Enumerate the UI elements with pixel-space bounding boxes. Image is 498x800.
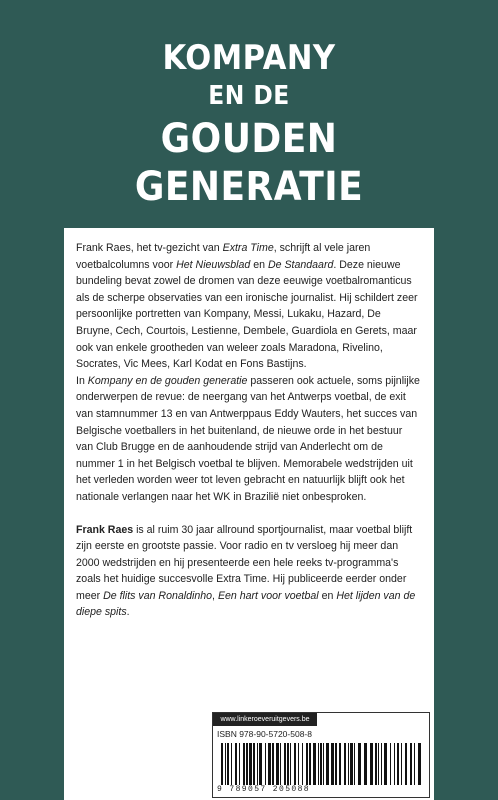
barcode-bar [249, 743, 252, 785]
barcode-bar [302, 743, 303, 785]
barcode-bar [243, 743, 245, 785]
barcode-bar [370, 743, 373, 785]
barcode-bar [350, 743, 353, 785]
barcode-bar [272, 743, 274, 785]
barcode-bar [323, 743, 324, 785]
barcode-box [212, 712, 430, 798]
barcode-bar [378, 743, 379, 785]
title-line-3: GOUDEN [160, 116, 338, 162]
book-title [0, 38, 498, 210]
barcode-bar [414, 743, 415, 785]
barcode-bar [265, 743, 266, 785]
barcode-bar [348, 743, 349, 785]
barcode-bars [219, 743, 423, 785]
barcode-bar [354, 743, 355, 785]
text-run: , schrijft al vele jaren voetbalcolumns voor [76, 242, 371, 271]
barcode-bar [227, 743, 229, 785]
blurb-text [76, 240, 420, 621]
text-run: Het Nieuwsblad [176, 258, 251, 271]
barcode-bar [418, 743, 421, 785]
barcode-bar [284, 743, 286, 785]
barcode-bar [298, 743, 299, 785]
barcode-bar [231, 743, 232, 785]
barcode-bar [239, 743, 240, 785]
barcode-bar [309, 743, 311, 785]
barcode-bar [394, 743, 395, 785]
text-run: Kompany en de gouden generatie [87, 374, 248, 387]
title-line-2: EN DE [208, 81, 290, 111]
text-run: Frank Raes [76, 523, 134, 536]
barcode-bar [326, 743, 329, 785]
blurb-paragraph-2 [76, 373, 420, 506]
text-run: en [250, 258, 268, 271]
barcode-bar [405, 743, 407, 785]
text-run: , [212, 589, 218, 602]
barcode-bar [320, 743, 322, 785]
text-run: De flits van Ronaldinho [103, 589, 213, 602]
publisher-url: www.linkeroeveruitgevers.be [213, 713, 317, 726]
barcode-bar [390, 743, 391, 785]
isbn-text: ISBN 978-90-5720-508-8 [217, 729, 312, 739]
text-run: passeren ook actuele, soms pijnlijke onderwerpen de revue: de neergang van het Antwerps voetbal, de exit van stamnummer 13 en van Antwerppaus Eddy Wauters, het succes van Belgische voetballers in het buitenland, de nieuwe orde in het bestuur van Club Brugge en de aanhoudende strijd van Anderlecht om de nummer 1 in het Belgisch voetbal te blijven. Memorabele wedstrijden uit het verleden worden weer tot leven gebracht en natuurlijk blijft ook het nationale verlangen naar het WK in Brazilië niet onbesproken. [76, 374, 420, 503]
barcode-bar [257, 743, 258, 785]
barcode-bar [221, 743, 223, 785]
author-bio-paragraph [76, 522, 420, 622]
text-run: Het lijden van de diepe spits [76, 589, 416, 619]
barcode-bar [331, 743, 334, 785]
text-run: . [126, 606, 130, 619]
text-run: Frank Raes, het tv-gezicht van [76, 242, 223, 254]
barcode-bar [280, 743, 281, 785]
barcode-bar [225, 743, 226, 785]
barcode-bar [358, 743, 361, 785]
barcode-digits: 9 789057 205088 [217, 785, 311, 794]
barcode-bar [401, 743, 402, 785]
barcode-bar [397, 743, 399, 785]
barcode-bar [313, 743, 316, 785]
barcode-bar [318, 743, 319, 785]
text-run: . Deze nieuwe bundeling bevat zowel de dromen van deze eeuwige voetbalromanticus als de scherpe observaties van een ironische journalist. Hij schildert zeer persoonlijke portretten van Kompany, Messi, Lukaku, Hazard, De Bruyne, Cech, Courtois, Lestienne, Dembele, Guardiola en Gerets, maar ook van enkele grootheden van weleer zoals Maradona, Rivelino, Socrates, Vic Mees, Karl Kodat en Fons Bastijns. [76, 258, 418, 371]
text-run: en [318, 589, 337, 602]
barcode-bar [384, 743, 387, 785]
text-run: In [76, 374, 88, 387]
barcode-bar [253, 743, 255, 785]
barcode-bar [335, 743, 337, 785]
barcode-bar [294, 743, 296, 785]
barcode-bar [364, 743, 367, 785]
barcode-bar [375, 743, 377, 785]
title-line-4: GENERATIE [134, 164, 364, 210]
barcode-bar [344, 743, 346, 785]
barcode-bar [276, 743, 279, 785]
barcode-bar [410, 743, 412, 785]
barcode-bar [235, 743, 237, 785]
barcode-bar [268, 743, 271, 785]
text-run: Extra Time [222, 242, 274, 254]
barcode-bar [306, 743, 308, 785]
title-line-1: KOMPANY [162, 38, 336, 78]
text-run: Een hart voor voetbal [217, 589, 319, 602]
barcode-bar [381, 743, 382, 785]
text-run: is al ruim 30 jaar allround sportjournalist, maar voetbal blijft zijn eerste en grootste passie. Voor radio en tv versloeg hij meer dan 2000 wedstrijden en hij presenteerde een hele reeks tv-programma's zoals het huidige succesvolle Extra Time. Hij publiceerde eerder onder meer [76, 523, 413, 602]
barcode-bar [259, 743, 262, 785]
barcode-bar [339, 743, 341, 785]
text-run: De Standaard [267, 258, 334, 271]
blurb-paragraph-1 [76, 240, 420, 373]
barcode-bar [287, 743, 289, 785]
barcode-bar [246, 743, 248, 785]
barcode-bar [290, 743, 291, 785]
